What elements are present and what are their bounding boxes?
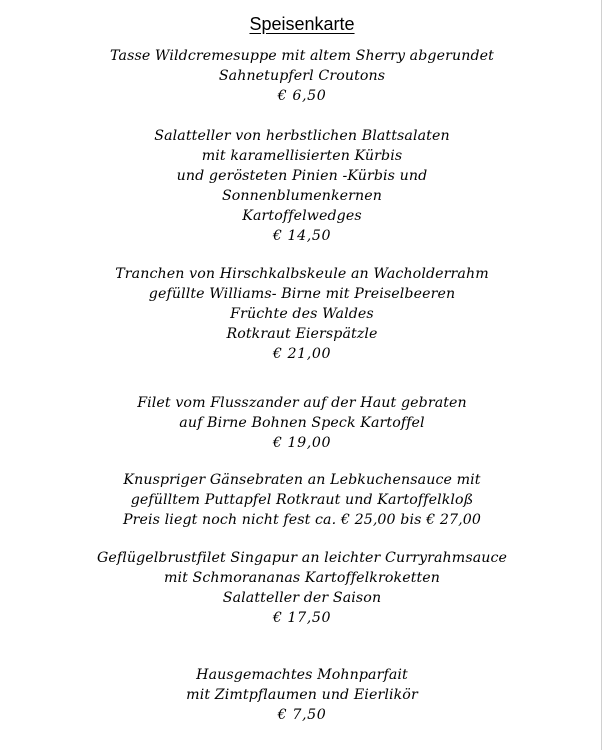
menu-item-price: € 19,00 <box>272 435 332 451</box>
menu-item-gaensebraten <box>0 470 604 530</box>
menu-item-hirschkalbskeule <box>0 264 604 364</box>
menu-item-price: € 17,50 <box>272 610 332 626</box>
menu-item-line: Sonnenblumenkernen <box>221 188 383 204</box>
menu-item-line: gefüllte Williams- Birne mit Preiselbeeren <box>148 286 456 302</box>
page-edge-line <box>601 0 602 750</box>
menu-item-wildcremesuppe <box>0 46 604 106</box>
menu-item-line: Früchte des Waldes <box>230 306 374 322</box>
menu-item-line: gefülltem Puttapfel Rotkraut und Kartoffelkloß <box>130 492 474 508</box>
menu-item-price: € 21,00 <box>272 346 332 362</box>
menu-item-mohnparfait <box>0 665 604 725</box>
menu-item-line: Geflügelbrustfilet Singapur an leichter Curryrahmsauce <box>96 550 508 566</box>
menu-item-gefluegelbrustfilet <box>0 548 604 628</box>
menu-title: Speisenkarte <box>249 14 355 34</box>
menu-item-line: Preis liegt noch nicht fest ca. € 25,00 bis € 27,00 <box>123 512 481 528</box>
menu-item-line: Filet vom Flusszander auf der Haut gebraten <box>137 395 467 411</box>
menu-item-line: Salatteller von herbstlichen Blattsalaten <box>154 128 450 144</box>
menu-item-price: € 14,50 <box>272 228 332 244</box>
menu-item-price: € 6,50 <box>277 88 327 104</box>
menu-item-line: Knuspriger Gänsebraten an Lebkuchensauce mit <box>123 472 481 488</box>
menu-item-line: Tranchen von Hirschkalbskeule an Wacholderrahm <box>115 266 489 282</box>
menu-item-line: mit Zimtpflaumen und Eierlikör <box>186 687 418 703</box>
menu-item-line: Sahnetupferl Croutons <box>218 68 386 84</box>
menu-item-flusszander <box>0 393 604 453</box>
menu-item-line: Tasse Wildcremesuppe mit altem Sherry abgerundet <box>110 48 494 64</box>
menu-item-line: und gerösteten Pinien -Kürbis und <box>176 168 428 184</box>
menu-item-salatteller <box>0 126 604 246</box>
menu-item-line: Kartoffelwedges <box>242 208 362 224</box>
menu-item-line: Hausgemachtes Mohnparfait <box>196 667 408 683</box>
menu-item-line: mit Schmorananas Kartoffelkroketten <box>163 570 441 586</box>
menu-item-line: auf Birne Bohnen Speck Kartoffel <box>179 415 425 431</box>
menu-item-line: Salatteller der Saison <box>222 590 382 606</box>
menu-item-line: mit karamellisierten Kürbis <box>201 148 403 164</box>
menu-item-line: Rotkraut Eierspätzle <box>226 326 378 342</box>
menu-item-price: € 7,50 <box>277 707 327 723</box>
